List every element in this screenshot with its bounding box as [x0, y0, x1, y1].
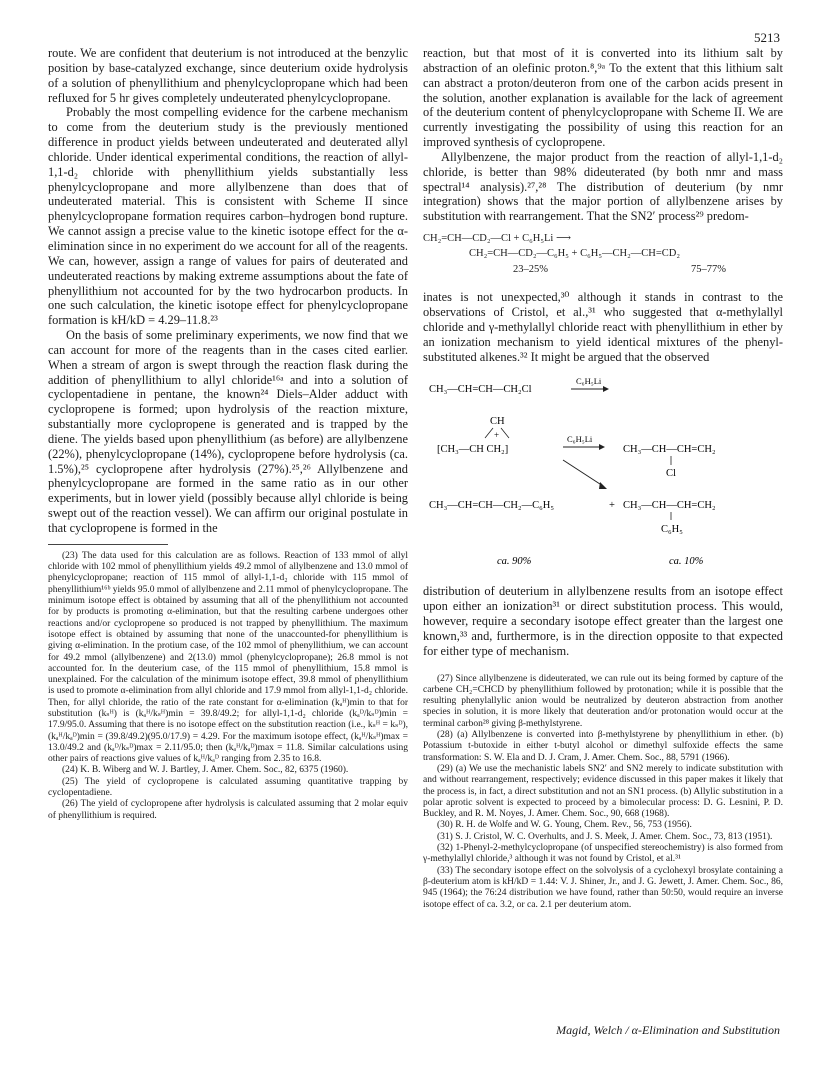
footnote-32: (32) 1-Phenyl-2-methylcyclopropane (of unspecified stereochemistry) is also formed from γ-methylallyl chloride,³ although it was not found by Cristol, et al.³¹ — [423, 843, 783, 865]
scheme2-arrowhead-3 — [599, 482, 607, 489]
scheme2-ion-charge: + — [494, 430, 500, 441]
scheme2-product-b: CH₃—CH—CH=CH₂ — [623, 500, 716, 512]
scheme2-arrowhead-1 — [603, 386, 609, 392]
page-number: 5213 — [754, 30, 780, 45]
footnote-27: (27) Since allylbenzene is dideuterated, we can rule out its being formed by capture of the carbene CH₂=CHCD by phenyllithium followed by protonation; while it is possible that the resulting phenylallylic anion would be neutralized by deuteron abstraction from another species in solution, it is more likely that deuteration and/or protonation would occur at the terminal carbon²⁸ giving β-methylstyrene. — [423, 673, 783, 729]
left-paragraph-1: route. We are confident that deuterium is not introduced at the benzylic position by base-catalyzed exchange, since deuterium oxide hydrolysis of a solution of phenyllithium and phenylcyclopropane which had been refluxed for 5 hr gives completely undeuterated phenylcyclopropane. — [48, 46, 408, 105]
left-footnotes — [48, 551, 408, 822]
scheme2-isomer-sub: Cl — [666, 468, 676, 480]
footnote-33: (33) The secondary isotope effect on the solvolysis of a cyclohexyl brosylate containing a β-deuterium atom is kH/kD = 1.44: V. J. Shiner, Jr., and J. G. Jewett, J. Amer. Chem. Soc., 86, 945 (1964); the 76:24 distribution we have found, rather than 50:50, would require an inverse isotope effect of ca. 3.2, or ca. 2.1 per deuterium atom. — [423, 865, 783, 910]
scheme2-product-a: CH₃—CH=CH—CH₂—C₆H₅ — [429, 500, 554, 512]
reaction-scheme-1 — [423, 230, 783, 284]
scheme2-reagent: C₆H₅Li — [576, 376, 602, 387]
scheme2-arrow-3 — [563, 460, 603, 486]
scheme2-product-b-sub: C₆H₅ — [661, 524, 683, 536]
scheme2-reagent-2: C₆H₅Li — [567, 434, 593, 445]
footnote-divider — [48, 544, 168, 545]
scheme1-yield-b: 75–77% — [691, 264, 726, 276]
footnote-28: (28) (a) Allylbenzene is converted into β-methylstyrene by phenyllithium in ether. (b) Potassium t-butoxide in either t-butyl alcohol or dimethyl sulfoxide effects the same transformation: S. W. Ela and D. J. Cram, J. Amer. Chem. Soc., 88, 5791 (1966). — [423, 730, 783, 763]
scheme2-ratio-b: ca. 10% — [669, 556, 704, 568]
right-paragraph-4: distribution of deuterium in allylbenzene results from an isotope effect upon either an ionization³¹ or direct substitution process. This would, however, require a secondary isotope effect greater than the largest one known,³³ and, furthermore, is in the direction opposite to that expected for either type of mechanism. — [423, 584, 783, 658]
scheme2-ion-bond-left — [485, 428, 493, 438]
left-paragraph-3: On the basis of some preliminary experiments, we now find that we can account for more of the reagents than in the cases cited earlier. When a stream of argon is swept through the reaction flask during the addition of phenyllithium to allyl chloride¹⁶ᵃ and into a solution of cyclopentadiene in pentane, the known²⁴ Diels–Alder adduct with cyclopropene is formed; upon hydrolysis of the reaction mixture, substantially more cyclopropene is generated and is trapped by the diene. The yields based upon phenyllithium (as before) are allylbenzene (22%), phenylcyclopropane (14%), cyclopropene before hydrolysis (ca. 1.5%),²⁵ cyclopropene after hydrolysis (27%).²⁵,²⁶ Allylbenzene and phenylcyclopropane are formed in the same ratio as in our other experiments, but in lower yield (possibly because allyl chloride is being swept out of the reaction vessel). We can affirm our original postulate in that cyclopropene is formed in the — [48, 328, 408, 535]
scheme2-ion-bond-right — [501, 428, 509, 438]
right-paragraph-3: inates is not unexpected,³⁰ although it stands in contrast to the observations of Cristol, et al.,³¹ who suggested that α-methylallyl chloride and γ-methylallyl chloride react with phenyllithium in ether by an ionization mechanism to yield identical mixtures of the phenyl-substituted alkenes.³² It might be argued that the observed — [423, 290, 783, 364]
running-footer: Magid, Welch / α-Elimination and Substitution — [556, 1023, 780, 1037]
scheme2-ion-top: CH — [490, 416, 505, 428]
reaction-scheme-2 — [423, 368, 783, 580]
scheme1-reactants: CH₂=CH—CD₂—Cl + C₆H₅Li ⟶ — [423, 233, 572, 245]
left-column — [48, 46, 408, 822]
footnote-24: (24) K. B. Wiberg and W. J. Bartley, J. Amer. Chem. Soc., 82, 6375 (1960). — [62, 765, 349, 776]
right-paragraph-1: reaction, but that most of it is converted into its lithium salt by abstraction of an olefinic proton.⁸,⁹ᵃ To the extent that this lithium salt can abstract a proton/deuteron from one of the carbon acids present in the solution, another explanation is available for the lack of agreement of the deuterium content of phenylcyclopropane with Scheme II. We are currently investigating the possibility of using this reaction for an improved synthesis of cyclopropene. — [423, 46, 783, 150]
left-paragraph-2: Probably the most compelling evidence for the carbene mechanism to come from the deuterium study is the previously mentioned difference in product yields between undeuterated and deuterated allyl chloride. Under identical experimental conditions, the reaction of allyl-1,1-d₂ chloride with phenyllithium yields substantially less phenylcyclopropane and more allylbenzene than does that of undeuterated material. This is consistent with Scheme II since phenylcyclopropane formation requires carbon–hydrogen bond rupture. We cannot assign a precise value to the kinetic isotope effect for the α-elimination since in no experiment do we account for all of the reagents. We can, however, assign a range of values for pairs of deuterated and undeuterated reactions by making extreme assumptions about the fate of phenyllithium not accounted for by the two hydrocarbon products. In one such calculation, the kinetic isotope effect for phenylcyclopropane formation is kH/kD = 4.29–11.8.²³ — [48, 105, 408, 328]
footnote-25: (25) The yield of cyclopropene is calculated assuming quantitative trapping by cyclopentadiene. — [48, 776, 408, 799]
footnote-31: (31) S. J. Cristol, W. C. Overhults, and J. S. Meek, J. Amer. Chem. Soc., 73, 813 (1951). — [437, 831, 773, 842]
scheme2-arrowhead-2 — [599, 444, 605, 450]
scheme2-ion: [CH₃—CH CH₂] — [437, 444, 509, 456]
footnote-30: (30) R. H. de Wolfe and W. G. Young, Chem. Rev., 56, 753 (1956). — [437, 820, 692, 831]
right-footnotes — [423, 674, 783, 911]
scheme2-plus: + — [609, 500, 615, 512]
scheme2-isomer: CH₃—CH—CH=CH₂ — [623, 444, 716, 456]
right-paragraph-2: Allylbenzene, the major product from the reaction of allyl-1,1-d₂ chloride, is better than 98% dideuterated (by both nmr and mass spectral¹⁴ analysis).²⁷,²⁸ The distribution of deuterium (by nmr integration) shows that the major portion of allylbenzene arises by substitution with rearrangement. That the SN2′ process²⁹ predom- — [423, 149, 783, 224]
scheme2-reactant: CH₃—CH=CH—CH₂Cl — [429, 384, 532, 396]
footnote-23: (23) The data used for this calculation are as follows. Reaction of 133 mmol of allyl chloride with 102 mmol of phenyllithium yields 49.2 mmol of allylbenzene and 13.0 mmol of phenylcyclopropane; reaction of 115 mmol of allyl-1,1-d₂ chloride with 115 mmol of phenyllithium¹⁶ᵇ yields 95.0 mmol of allylbenzene and 2.11 mmol of phenylcyclopropane. The minimum isotope effect is obtained by assuming that all of the phenyllithium not accounted for by products is promoting α-elimination, but that the resulting carbene undergoes other reactions and/or cyclopropene so produced is not trapped by phenyllithium. The maximum isotope effect is obtained by assuming that none of the unaccounted-for phenyllithium is giving α-elimination. In the protium case, of the 102 mmol of phenyllithium, we can account for 49.2 mmol (allylbenzene) and 2(13.0) mmol (phenylcyclopropane); 26.8 mmol is not accounted for. In the deuterium case, of the 115 mmol of phenyllithium, 15.8 mmol is unexplained. For the calculation of the minimum isotope effect, 39.8 mmol of phenyllithium is used to promote α-elimination from allyl chloride and 17.9 mmol from allyl-1,1-d₂ chloride. Then, for allyl chloride, the ratio of the rate constant for α-elimination (kₐᴴ)min to that for substitution (kₛᴴ) is (kₐᴴ/kₛᴴ)min = 39.8/49.2; for allyl-1,1-d₂ chloride (kₐᴰ/kₛᴰ)min = 17.9/95.0. Assuming that there is no isotope effect on the substitution reaction (i.e., kₛᴴ = kₛᴰ), (kₐᴴ/kₐᴰ)min = (39.8/49.2)(95.0/17.9) = 4.29. For the maximum isotope effect, (kₐᴴ/kₛᴴ)max = 13.0/49.2 and (kₐᴰ/kₛᴰ)max = 2.11/95.0; then (kₐᴴ/kₐᴰ)max = 11.8. Similar calculations using other pairs of reactions give values of kₐᴴ/kₐᴰ ranging from 2.35 to 16.8. — [48, 550, 408, 765]
footnote-26: (26) The yield of cyclopropene after hydrolysis is calculated assuming that 2 molar equiv of phenyllithium is required. — [48, 799, 408, 821]
footnote-29: (29) (a) We use the mechanistic labels SN2′ and SN2 merely to indicate substitution with and without rearrangement, respectively; evidence discussed in this paper makes it likely that the process is, in fact, a direct substitution and not an SN1 process. (b) Allylic substitution in a polar aprotic solvent is expected to proceed by a bimolecular process: D. G. Lesnini, P. D. Buckley, and R. M. Noyes, J. Amer. Chem. Soc., 90, 668 (1968). — [423, 763, 783, 820]
right-column — [423, 46, 783, 911]
scheme1-products: CH₂=CH—CD₂—C₆H₅ + C₆H₅—CH₂—CH=CD₂ — [469, 248, 680, 260]
scheme2-ratio-a: ca. 90% — [497, 556, 532, 568]
scheme1-yield-a: 23–25% — [513, 264, 548, 276]
